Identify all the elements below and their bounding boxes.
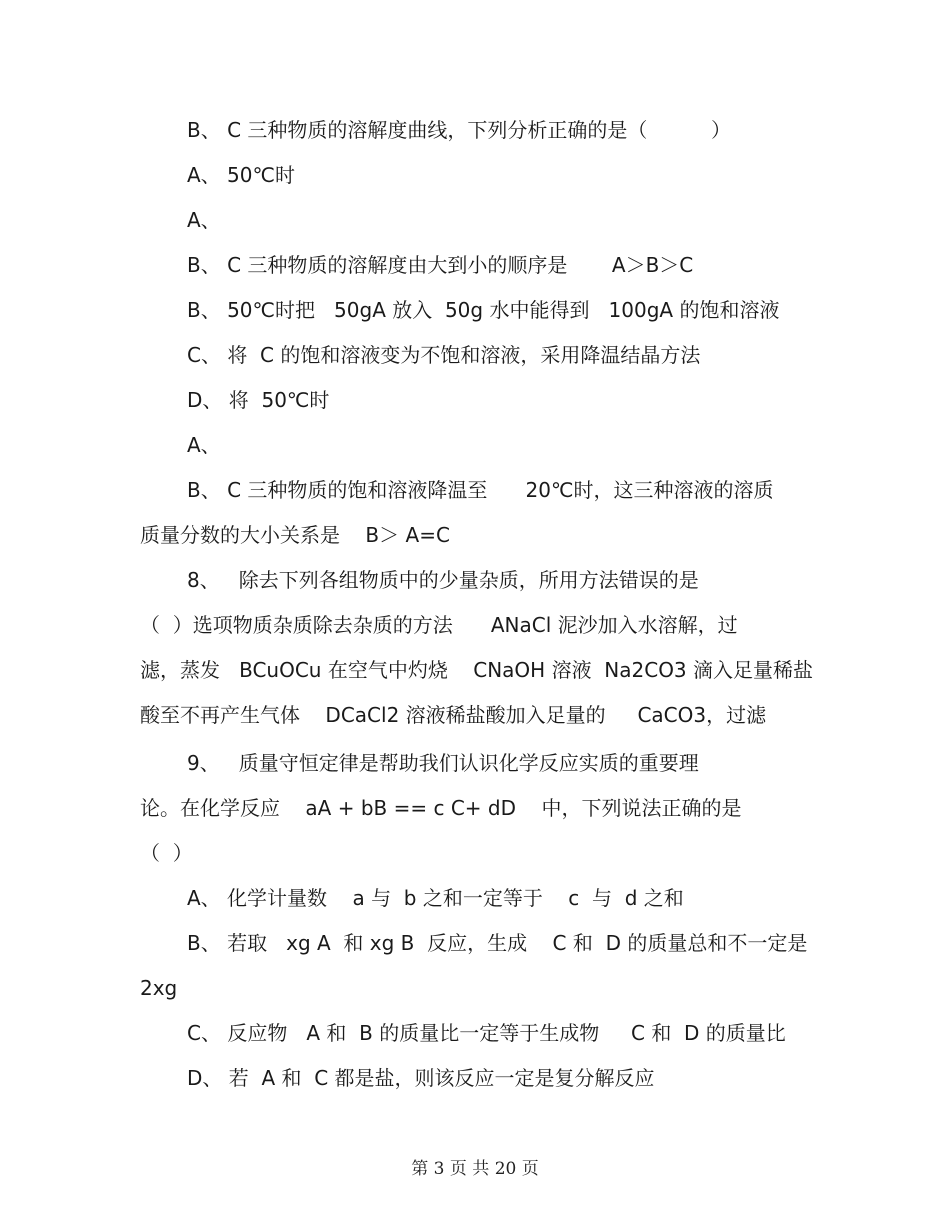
text-line-13: 滤，蒸发 BCuOCu 在空气中灼烧 CNaOH 溶液 Na2CO3 滴入足量稀盐 [140,658,814,682]
text-line-9: B、 C 三种物质的饱和溶液降温至 20℃时，这三种溶液的溶质 [187,478,774,502]
text-line-3: A、 [187,208,221,232]
text-line-6: C、 将 C 的饱和溶液变为不饱和溶液，采用降温结晶方法 [187,343,701,367]
text-line-5: B、 50℃时把 50gA 放入 50g 水中能得到 100gA 的饱和溶液 [187,298,780,322]
text-line-17: （ ） [140,841,193,865]
text-line-10: 质量分数的大小关系是 B＞ A=C [140,523,450,547]
text-line-19: B、 若取 xg A 和 xg B 反应，生成 C 和 D 的质量总和不一定是 [187,931,808,955]
text-line-22: D、 若 A 和 C 都是盐，则该反应一定是复分解反应 [187,1066,655,1090]
text-line-2: A、 50℃时 [187,163,295,187]
text-line-1: B、 C 三种物质的溶解度曲线，下列分析正确的是（ ） [187,118,731,142]
text-line-11: 8、 除去下列各组物质中的少量杂质，所用方法错误的是 [187,568,699,592]
text-line-21: C、 反应物 A 和 B 的质量比一定等于生成物 C 和 D 的质量比 [187,1021,786,1045]
text-line-14: 酸至不再产生气体 DCaCl2 溶液稀盐酸加入足量的 CaCO3，过滤 [140,703,767,727]
text-line-12: （ ）选项物质杂质除去杂质的方法 ANaCl 泥沙加入水溶解，过 [140,613,738,637]
text-line-4: B、 C 三种物质的溶解度由大到小的顺序是 A＞B＞C [187,253,694,277]
page-number-footer: 第 3 页 共 20 页 [411,1159,539,1179]
text-line-20: 2xg [140,976,178,1000]
text-line-15: 9、 质量守恒定律是帮助我们认识化学反应实质的重要理 [187,751,699,775]
text-line-16: 论。在化学反应 aA + bB == c C+ dD 中，下列说法正确的是 [140,796,742,820]
text-line-8: A、 [187,433,221,457]
text-line-18: A、 化学计量数 a 与 b 之和一定等于 c 与 d 之和 [187,886,684,910]
text-line-7: D、 将 50℃时 [187,388,330,412]
